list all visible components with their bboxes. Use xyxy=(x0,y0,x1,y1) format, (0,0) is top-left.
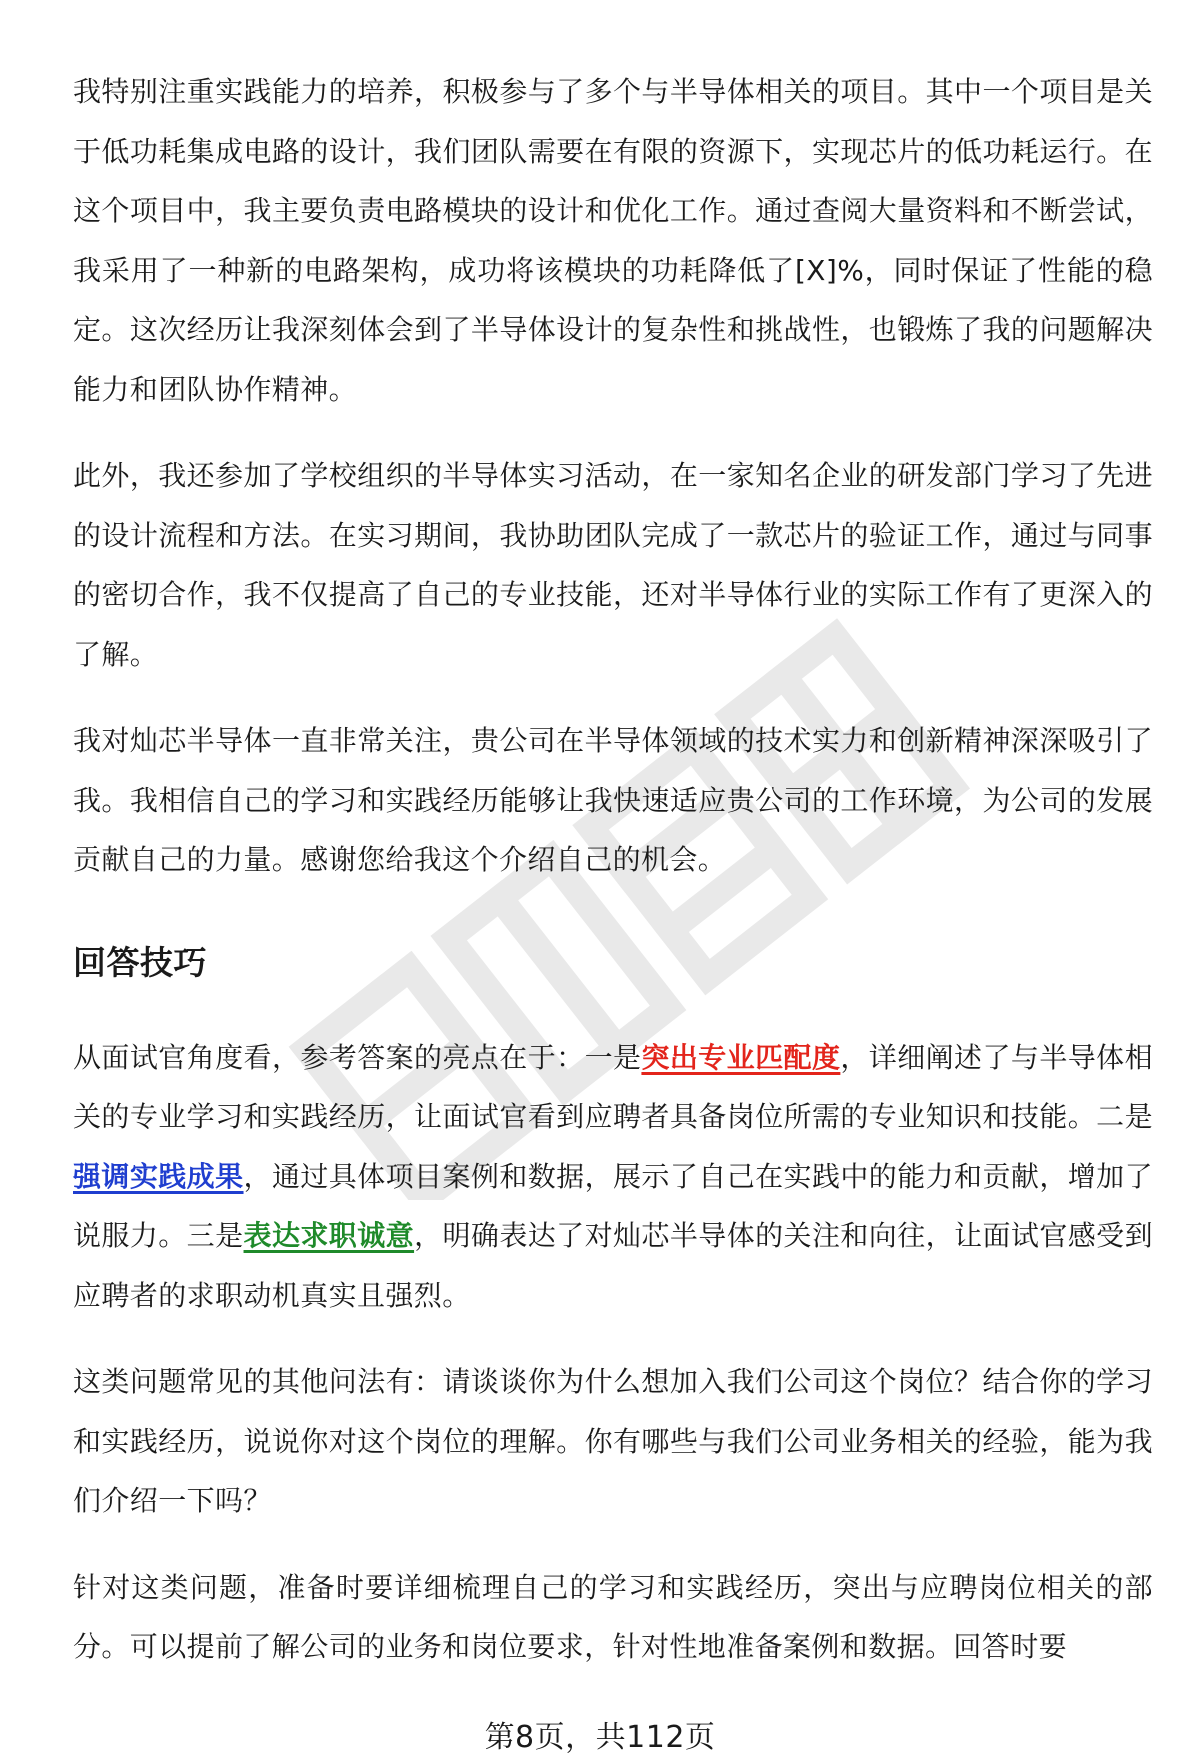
tips-text-part2: ，详细阐述了与半导体相关的专业学习和实践经历，让面试官看到应聘者具备岗位所需的专业知识和技能。二是 xyxy=(73,1040,1153,1133)
page-number-footer: 第8页，共112页 xyxy=(484,1720,716,1755)
paragraph-company-interest: 我对灿芯半导体一直非常关注，贵公司在半导体领域的技术实力和创新精神深深吸引了我。我相信自己的学习和实践经历能够让我快速适应贵公司的工作环境，为公司的发展贡献自己的力量。感谢您给我这个介绍自己的机会。 xyxy=(73,724,1153,876)
tips-text-part4: ，明确表达了对灿芯半导体的关注和向往，让面试官感受到应聘者的求职动机真实且强烈。 xyxy=(73,1219,1153,1312)
paragraph-preparation: 针对这类问题，准备时要详细梳理自己的学习和实践经历，突出与应聘岗位相关的部分。可以提前了解公司的业务和岗位要求，针对性地准备案例和数据。回答时要 xyxy=(73,1570,1153,1663)
tips-text-part3: ，通过具体项目案例和数据，展示了自己在实践中的能力和贡献，增加了说服力。三是 xyxy=(73,1159,1153,1252)
paragraph-project-experience: 我特别注重实践能力的培养，积极参与了多个与半导体相关的项目。其中一个项目是关于低功耗集成电路的设计，我们团队需要在有限的资源下，实现芯片的低功耗运行。在这个项目中，我主要负责电路模块的设计和优化工作。通过查阅大量资料和不断尝试，我采用了一种新的电路架构，成功将该模块的功耗降低了[X]%，同时保证了性能的稳定。这次经历让我深刻体会到了半导体设计的复杂性和挑战性，也锻炼了我的问题解决能力和团队协作精神。 xyxy=(73,75,1153,406)
highlight-sincerity: 表达求职诚意 xyxy=(243,1219,415,1252)
highlight-practice-results: 强调实践成果 xyxy=(73,1159,244,1193)
document-body xyxy=(73,62,1153,1704)
paragraph-answer-tips xyxy=(73,1028,1153,1326)
paragraph-internship: 此外，我还参加了学校组织的半导体实习活动，在一家知名企业的研发部门学习了先进的设计流程和方法。在实习期间，我协助团队完成了一款芯片的验证工作，通过与同事的密切合作，我不仅提高了自己的专业技能，还对半导体行业的实际工作有了更深入的了解。 xyxy=(73,459,1153,671)
section-heading: 回答技巧 xyxy=(73,942,207,982)
tips-text-part1: 从面试官角度看，参考答案的亮点在于：一是 xyxy=(73,1040,642,1074)
highlight-professional-match: 突出专业匹配度 xyxy=(641,1040,841,1074)
paragraph-other-questions: 这类问题常见的其他问法有：请谈谈你为什么想加入我们公司这个岗位？结合你的学习和实践经历，说说你对这个岗位的理解。你有哪些与我们公司业务相关的经验，能为我们介绍一下吗？ xyxy=(73,1365,1153,1517)
